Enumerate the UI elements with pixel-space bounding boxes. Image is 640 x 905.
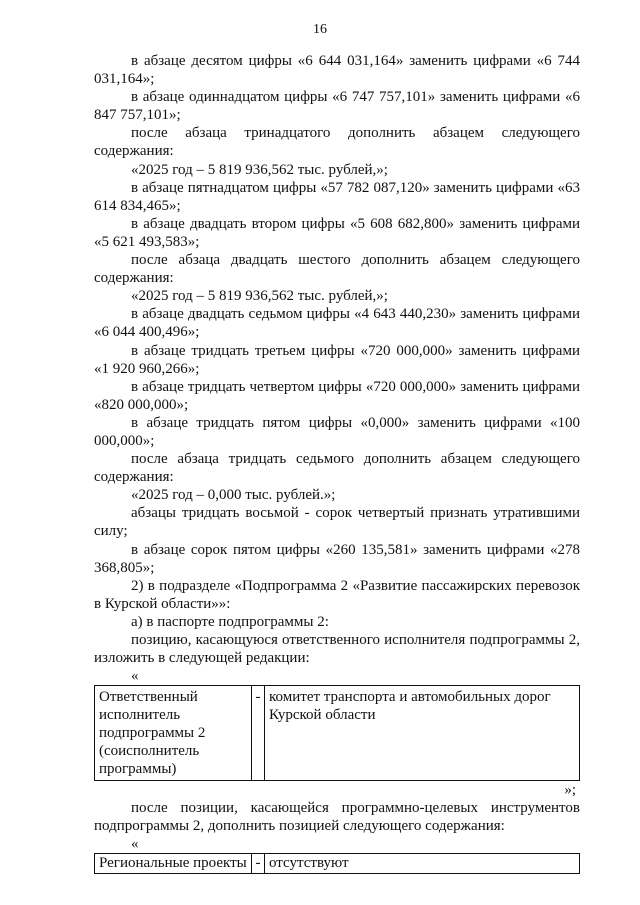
paragraph-3: после абзаца тринадцатого дополнить абзацем следующего содержания:: [94, 125, 580, 160]
paragraph-5: в абзаце пятнадцатом цифры «57 782 087,120» заменить цифрами «63 614 834,465»;: [94, 179, 580, 214]
paragraph-10: в абзаце тридцать третьем цифры «720 000,000» заменить цифрами «1 920 960,266»;: [94, 342, 580, 377]
paragraph-15: абзацы тридцать восьмой - сорок четвертый признать утратившими силу;: [94, 505, 580, 540]
paragraph-19: позицию, касающуюся ответственного исполнителя подпрограммы 2, изложить в следующей редакции:: [94, 632, 580, 667]
paragraph-13: после абзаца тридцать седьмого дополнить абзацем следующего содержания:: [94, 451, 580, 486]
document-body: [94, 52, 580, 874]
dash-cell: -: [252, 686, 265, 781]
paragraph-2: в абзаце одиннадцатом цифры «6 747 757,101» заменить цифрами «6 847 757,101»;: [94, 89, 580, 124]
paragraph-18: а) в паспорте подпрограммы 2:: [131, 613, 329, 630]
page-number: 16: [313, 22, 327, 37]
responsible-executor-table: [94, 685, 580, 781]
after-table-paragraph: после позиции, касающейся программно-целевых инструментов подпрограммы 2, дополнить позицией следующего содержания:: [94, 800, 580, 835]
table-row: [95, 854, 580, 874]
responsible-label-cell: Ответственный исполнитель подпрограммы 2 (соисполнитель программы): [95, 686, 252, 781]
responsible-value-cell: комитет транспорта и автомобильных дорог Курской области: [265, 686, 580, 781]
quote-open-mark: «: [131, 668, 139, 685]
regional-label-cell: Региональные проекты: [95, 854, 252, 874]
dash-cell: -: [252, 854, 265, 874]
paragraph-9: в абзаце двадцать седьмом цифры «4 643 440,230» заменить цифрами «6 044 400,496»;: [94, 306, 580, 341]
paragraph-12: в абзаце тридцать пятом цифры «0,000» заменить цифрами «100 000,000»;: [94, 414, 580, 449]
paragraph-14: «2025 год – 0,000 тыс. рублей.»;: [131, 487, 336, 504]
paragraph-17: 2) в подразделе «Подпрограмма 2 «Развитие пассажирских перевозок в Курской области»»:: [94, 577, 580, 612]
paragraph-7: после абзаца двадцать шестого дополнить абзацем следующего содержания:: [94, 252, 580, 287]
paragraph-11: в абзаце тридцать четвертом цифры «720 000,000» заменить цифрами «820 000,000»;: [94, 378, 580, 413]
table-row: [95, 686, 580, 781]
regional-value-cell: отсутствуют: [265, 854, 580, 874]
paragraph-1: в абзаце десятом цифры «6 644 031,164» заменить цифрами «6 744 031,164»;: [94, 53, 580, 88]
quote-close-mark: »;: [564, 782, 576, 799]
regional-projects-table: [94, 853, 580, 874]
paragraph-4: «2025 год – 5 819 936,562 тыс. рублей,»;: [131, 161, 388, 178]
paragraph-6: в абзаце двадцать втором цифры «5 608 682,800» заменить цифрами «5 621 493,583»;: [94, 215, 580, 250]
quote-open-mark-2: «: [131, 836, 139, 853]
paragraph-8: «2025 год – 5 819 936,562 тыс. рублей,»;: [131, 288, 388, 305]
paragraph-16: в абзаце сорок пятом цифры «260 135,581» заменить цифрами «278 368,805»;: [94, 541, 580, 576]
